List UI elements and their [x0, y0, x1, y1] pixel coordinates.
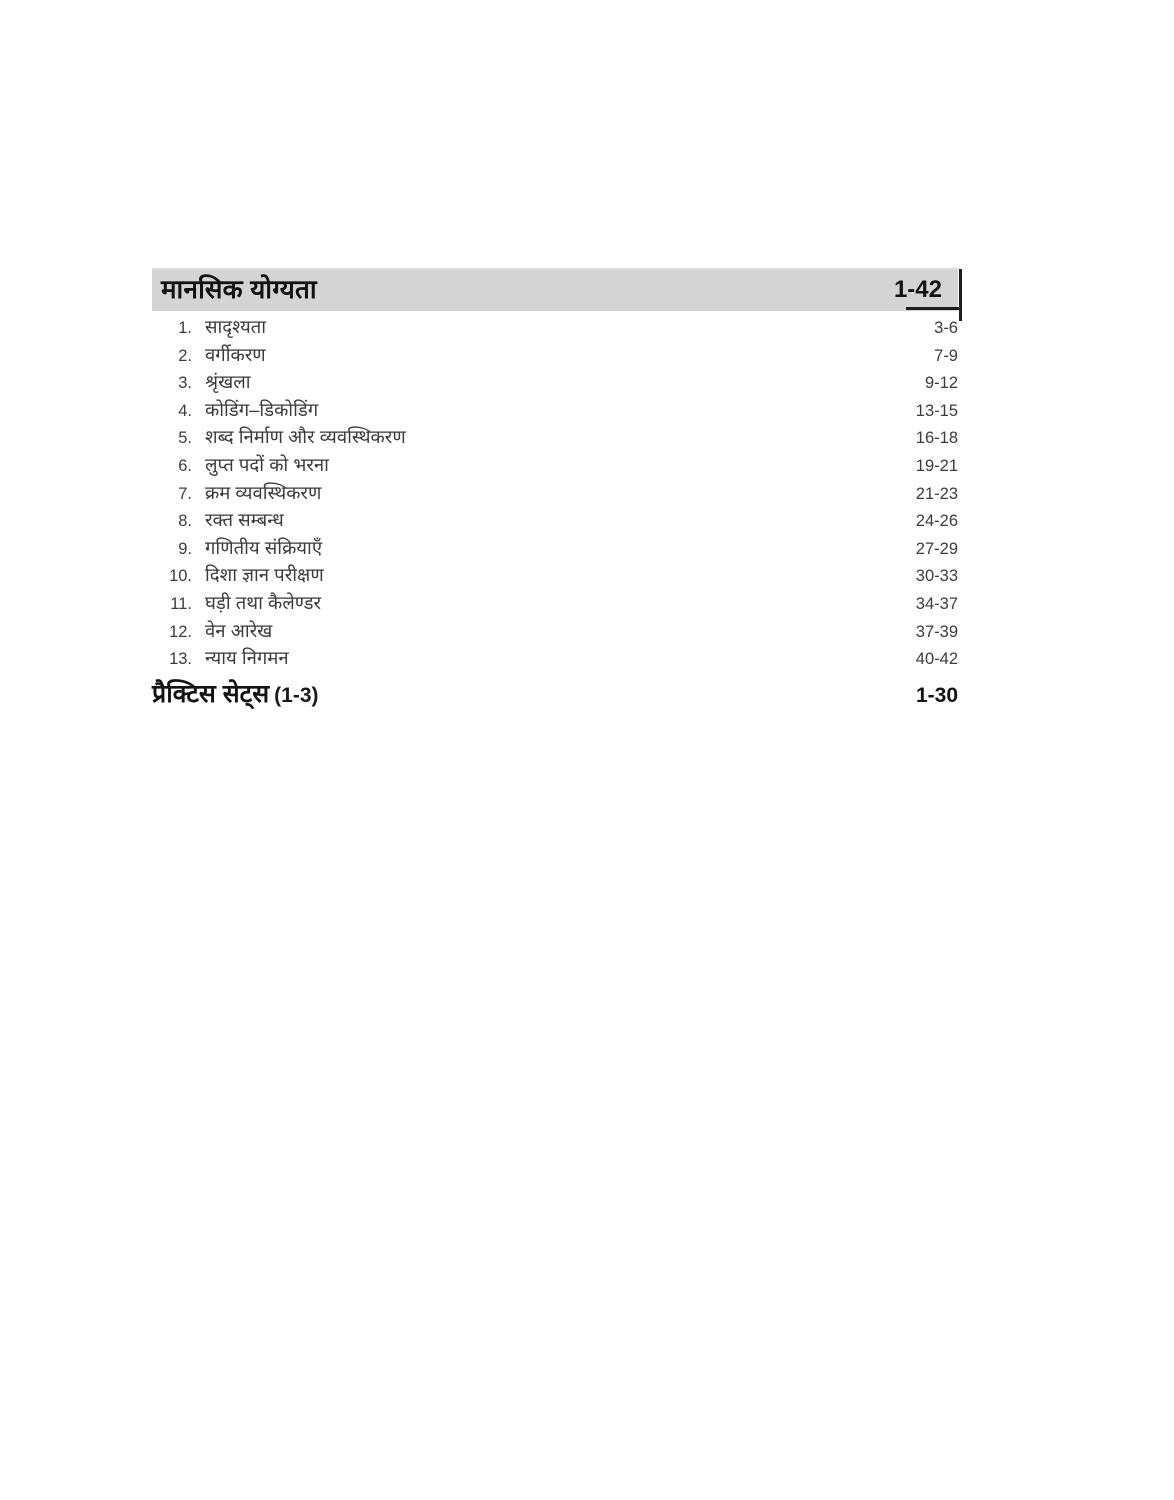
chapter-number: 5. — [178, 429, 192, 448]
practice-sets-row — [152, 676, 958, 710]
chapter-number: 4. — [178, 401, 192, 420]
chapter-title: शब्द निर्माण और व्यवस्थिकरण — [205, 426, 406, 448]
chapter-row — [152, 618, 958, 646]
chapter-row — [152, 452, 958, 480]
chapter-page-range: 30-33 — [915, 567, 958, 586]
header-corner-rule-horizontal — [906, 307, 962, 310]
chapter-row — [152, 397, 958, 425]
chapter-number: 12. — [169, 622, 192, 641]
chapter-page-range: 16-18 — [915, 429, 958, 448]
practice-sets-title — [152, 676, 319, 710]
chapter-title: घड़ी तथा कैलेण्डर — [205, 591, 322, 613]
chapter-title: न्याय निगमन — [205, 647, 289, 669]
section-title: मानसिक योग्यता — [161, 274, 317, 304]
chapter-title: रक्त सम्बन्ध — [205, 509, 284, 531]
practice-sets-range: (1-3) — [274, 684, 319, 707]
chapter-row — [152, 342, 958, 370]
chapter-page-range: 7-9 — [934, 346, 958, 365]
practice-sets-page-range: 1-30 — [915, 684, 958, 707]
chapter-page-range: 34-37 — [915, 594, 958, 613]
chapter-title: दिशा ज्ञान परीक्षण — [205, 564, 324, 586]
chapter-title: गणितीय संक्रियाएँ — [205, 536, 323, 558]
chapter-title: श्रृंखला — [205, 371, 251, 393]
practice-sets-label: प्रैक्टिस सेट्स — [152, 680, 270, 708]
chapter-row — [152, 507, 958, 535]
chapter-page-range: 21-23 — [915, 484, 958, 503]
chapter-page-range: 9-12 — [924, 374, 958, 393]
chapter-number: 6. — [178, 456, 192, 475]
chapter-row — [152, 369, 958, 397]
chapter-title: वर्गीकरण — [205, 343, 266, 365]
chapter-number: 10. — [169, 567, 192, 586]
chapter-title: सादृश्यता — [205, 316, 267, 337]
chapter-number: 1. — [178, 319, 192, 337]
chapter-row — [152, 314, 958, 342]
chapter-page-range: 27-29 — [915, 539, 958, 558]
chapter-row — [152, 645, 958, 673]
chapter-page-range: 24-26 — [915, 512, 958, 531]
chapter-title: क्रम व्यवस्थिकरण — [205, 481, 322, 503]
chapter-title: कोडिंग–डिकोडिंग — [205, 398, 319, 420]
section-header-bar — [152, 268, 958, 311]
chapter-row — [152, 480, 958, 508]
chapter-number: 11. — [170, 594, 192, 613]
chapter-row — [152, 535, 958, 563]
section-page-range: 1-42 — [893, 275, 942, 303]
chapter-number: 8. — [178, 512, 192, 531]
chapter-title: वेन आरेख — [205, 619, 273, 641]
chapter-row — [152, 590, 958, 618]
chapter-page-range: 40-42 — [915, 650, 958, 669]
chapter-number: 9. — [178, 539, 192, 558]
chapter-number: 2. — [178, 346, 192, 365]
chapter-row — [152, 424, 958, 452]
chapter-page-range: 3-6 — [934, 319, 958, 337]
chapter-list — [152, 314, 958, 673]
chapter-number: 3. — [178, 374, 192, 393]
chapter-title: लुप्त पदों को भरना — [205, 453, 329, 475]
header-corner-rule-vertical — [959, 269, 962, 321]
chapter-page-range: 19-21 — [915, 456, 958, 475]
chapter-number: 7. — [178, 484, 192, 503]
chapter-row — [152, 562, 958, 590]
chapter-page-range: 37-39 — [915, 622, 958, 641]
chapter-page-range: 13-15 — [915, 401, 958, 420]
chapter-number: 13. — [169, 650, 192, 669]
